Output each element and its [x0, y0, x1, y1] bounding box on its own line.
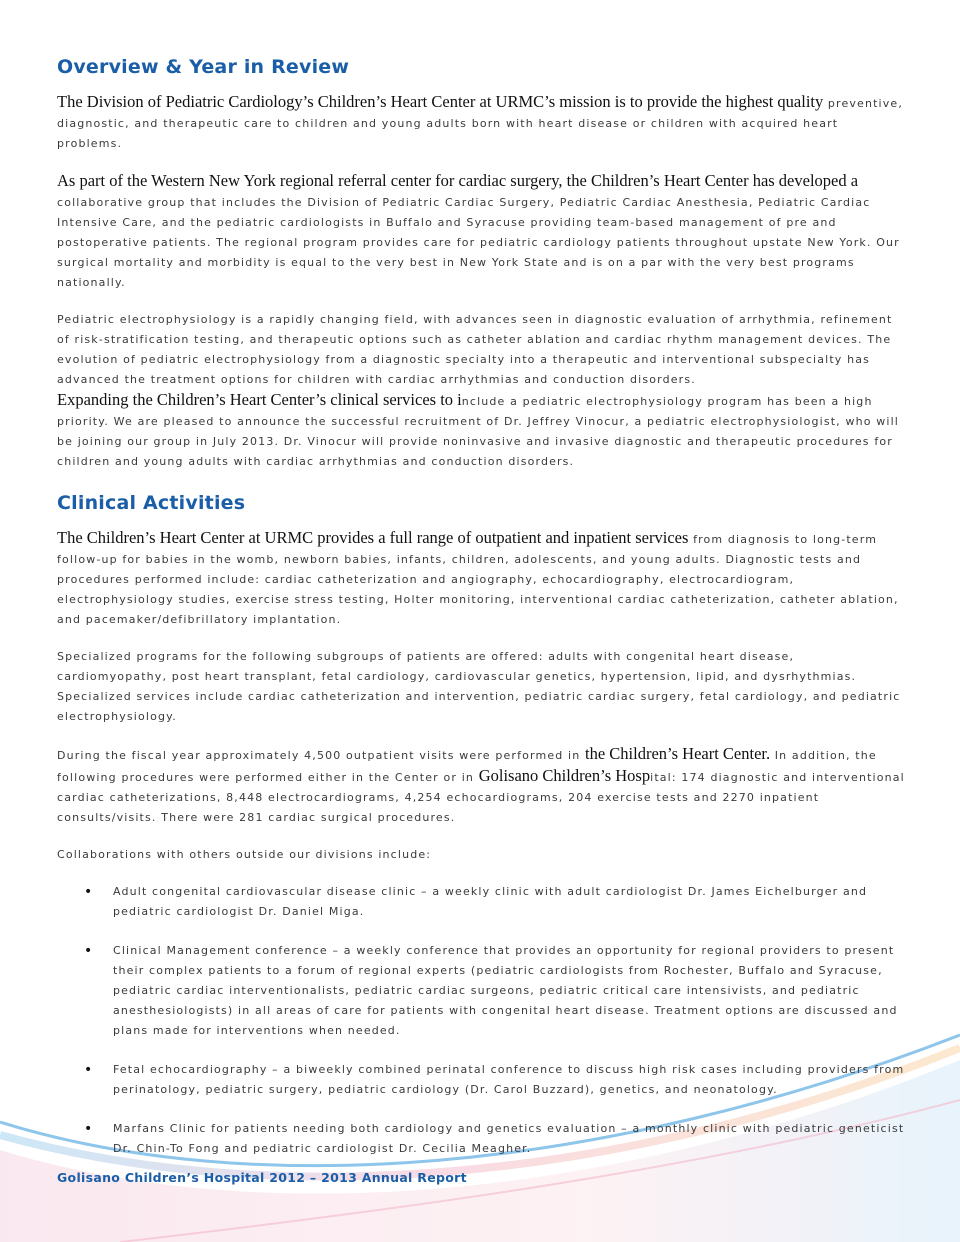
clinical-paragraph-statistics [57, 744, 905, 828]
section-heading-clinical: Clinical Activities [57, 492, 246, 514]
list-item-text: Adult congenital cardiovascular disease clinic – a weekly clinic with adult cardiologist Dr. James Eichelburger and pediatric cardiologist Dr. Daniel Miga. [113, 885, 868, 918]
serif-lead-text: As part of the Western New York regional referral center for cardiac surgery, the Children’s Heart Center has developed a [57, 171, 859, 190]
list-item-text: Fetal echocardiography – a biweekly combined perinatal conference to discuss high risk cases including providers from perinatology, pediatric surgery, pediatric cardiology (Dr. Carol Buzzard), genetics, and neonatology. [113, 1063, 905, 1096]
bullet-icon: • [84, 1121, 93, 1137]
bullet-icon: • [84, 943, 93, 959]
list-item-text: Clinical Management conference – a weekly conference that provides an opportunity for regional providers to present their complex patients to a forum of regional experts (pediatric cardiologists from Rochester, Buffalo and Syracuse, pediatric cardiac interventionalists, pediatric cardiac surgeons, pediatric critical care intensivists, and pediatric anesthesiologists) in all areas of care for patients with congenital heart disease. Treatment options are discussed and plans made for interventions when needed. [113, 944, 898, 1037]
page-content [57, 56, 905, 1178]
list-item [57, 882, 905, 922]
serif-inline-text: the Children’s Heart Center. [585, 744, 771, 763]
overview-paragraph-electrophysiology: Pediatric electrophysiology is a rapidly changing field, with advances seen in diagnostic evaluation of arrhythmia, refinement of risk-stratification testing, and therapeutic options such as catheter ablation and cardiac rhythm management devices. The evolution of pediatric electrophysiology from a diagnostic specialty into a therapeutic and interventional subspecialty has advanced the treatment options for children with cardiac arrhythmias and conduction disorders. [57, 313, 893, 386]
paragraph-text: In addition, the following procedures were performed either in the Center or in [57, 749, 877, 784]
overview-paragraph-expansion [57, 390, 905, 472]
overview-paragraph-regional [57, 171, 905, 293]
serif-lead-text: Expanding the Children’s Heart Center’s clinical services to i [57, 390, 462, 409]
paragraph-text: ital: 174 diagnostic and interventional cardiac catheterizations, 8,448 electrocardiograms, 4,254 echocardiograms, 204 exercise tests and 2270 inpatient consults/visits. There were 281 cardiac surgical procedures. [57, 771, 905, 824]
bullet-icon: • [84, 1062, 93, 1078]
clinical-paragraph-services [57, 528, 905, 630]
paragraph-text: During the fiscal year approximately 4,500 outpatient visits were performed in [57, 749, 585, 762]
serif-inline-text: Golisano Children’s Hosp [478, 766, 651, 785]
clinical-paragraph-collaborations: Collaborations with others outside our divisions include: [57, 848, 432, 861]
collaborations-list [57, 882, 905, 1159]
serif-lead-text: The Children’s Heart Center at URMC provides a full range of outpatient and inpatient services [57, 528, 689, 547]
page-footer: Golisano Children’s Hospital 2012 – 2013 Annual Report [57, 1170, 467, 1185]
overview-paragraph-mission [57, 92, 905, 154]
serif-lead-text: The Division of Pediatric Cardiology’s Children’s Heart Center at URMC’s mission is to provide the highest quality [57, 92, 824, 111]
list-item [57, 1060, 905, 1100]
list-item [57, 941, 905, 1041]
bullet-icon: • [84, 884, 93, 900]
clinical-paragraph-programs: Specialized programs for the following subgroups of patients are offered: adults with congenital heart disease, cardiomyopathy, post heart transplant, fetal cardiology, cardiovascular genetics, hypertension, lipid, and dysrhythmias. Specialized services include cardiac catheterization and intervention, pediatric cardiac surgery, fetal cardiology, and pediatric electrophysiology. [57, 650, 901, 723]
paragraph-text: nclude a pediatric electrophysiology program has been a high priority. We are pleased to announce the successful recruitment of Dr. Jeffrey Vinocur, a pediatric electrophysiologist, who will be joining our group in July 2013. Dr. Vinocur will provide noninvasive and invasive diagnostic and therapeutic procedures for children and young adults with cardiac arrhythmias and conduction disorders. [57, 395, 900, 468]
paragraph-text: collaborative group that includes the Division of Pediatric Cardiac Surgery, Pediatric Cardiac Anesthesia, Pediatric Cardiac Intensive Care, and the pediatric cardiologists in Buffalo and Syracuse providing team-based management of pre and postoperative patients. The regional program provides care for pediatric cardiology patients throughout upstate New York. Our surgical mortality and morbidity is equal to the very best in New York State and is on a par with the very best programs nationally. [57, 196, 900, 289]
section-heading-overview: Overview & Year in Review [57, 56, 350, 78]
list-item [57, 1119, 905, 1159]
list-item-text: Marfans Clinic for patients needing both cardiology and genetics evaluation – a monthly clinic with pediatric geneticist Dr. Chin-To Fong and pediatric cardiologist Dr. Cecilia Meagher. [113, 1122, 905, 1155]
paragraph-text: from diagnosis to long-term follow-up for babies in the womb, newborn babies, infants, children, adolescents, and young adults. Diagnostic tests and procedures performed include: cardiac catheterization and angiography, echocardiography, electrocardiogram, electrophysiology studies, exercise stress testing, Holter monitoring, interventional cardiac catheterization, catheter ablation, and pacemaker/defibrillatory implantation. [57, 533, 899, 626]
paragraph-text: preventive, diagnostic, and therapeutic care to children and young adults born with heart disease or children with acquired heart problems. [57, 97, 903, 150]
